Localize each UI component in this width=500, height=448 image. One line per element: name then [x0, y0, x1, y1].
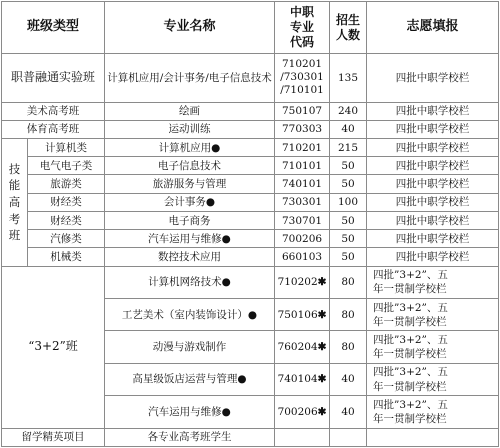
- cell-quota: 50: [330, 157, 367, 175]
- cell-code: 660103: [275, 248, 330, 266]
- cell-code: 700206✱: [275, 396, 330, 428]
- cell-major: 旅游服务与管理: [105, 175, 275, 193]
- cell-fill: 四批中职学校栏: [367, 175, 499, 193]
- cell-fill: 四批”3+2”、五 年一贯制学校栏: [367, 298, 499, 330]
- table-row: [2, 248, 499, 266]
- cell-major: 运动训练: [105, 120, 275, 138]
- table-row: [2, 193, 499, 211]
- header-quota: 招生 人数: [330, 2, 367, 54]
- table-row-footer: [2, 428, 499, 446]
- cell-major: 绘画: [105, 102, 275, 120]
- cell-quota: 240: [330, 102, 367, 120]
- cell-quota: 215: [330, 139, 367, 157]
- cell-fill: 四批”3+2”、五 年一贯制学校栏: [367, 363, 499, 395]
- cell-fill: 四批”3+2”、五 年一贯制学校栏: [367, 266, 499, 298]
- cell-code: 760204✱: [275, 331, 330, 363]
- cell-class-type: 留学精英项目: [2, 428, 105, 446]
- cell-quota: 50: [330, 248, 367, 266]
- cell-fill: 四批”3+2”、五 年一贯制学校栏: [367, 396, 499, 428]
- cell-major: 计算机应用●: [105, 139, 275, 157]
- cell-subcategory: 电气电子类: [28, 157, 105, 175]
- cell-subcategory: 汽修类: [28, 230, 105, 248]
- cell-subcategory: 财经类: [28, 211, 105, 229]
- cell-subcategory: 计算机类: [28, 139, 105, 157]
- table-row: [2, 230, 499, 248]
- cell-subcategory: 旅游类: [28, 175, 105, 193]
- cell-major: 会计事务●: [105, 193, 275, 211]
- skill-group-label: 技 能 高 考 班: [2, 139, 28, 267]
- cell-code: 700206: [275, 230, 330, 248]
- cell-major: 工艺美术（室内装饰设计）●: [105, 298, 275, 330]
- cell-quota: 80: [330, 331, 367, 363]
- cell-major: 各专业高考班学生: [105, 428, 275, 446]
- cell-quota: 135: [330, 54, 367, 103]
- cell-code: [275, 428, 330, 446]
- cell-fill: 四批中职学校栏: [367, 230, 499, 248]
- program-32-label: “3+2”班: [2, 266, 105, 428]
- cell-major: 计算机应用/会计事务/电子信息技术: [105, 54, 275, 103]
- cell-quota: [330, 428, 367, 446]
- cell-fill: 四批中职学校栏: [367, 193, 499, 211]
- cell-subcategory: 财经类: [28, 193, 105, 211]
- cell-quota: 50: [330, 230, 367, 248]
- cell-fill: 四批中职学校栏: [367, 139, 499, 157]
- table-row: [2, 211, 499, 229]
- header-fill: 志愿填报: [367, 2, 499, 54]
- cell-class-type: 体育高考班: [2, 120, 105, 138]
- cell-code: 730701: [275, 211, 330, 229]
- cell-class-type: 职普融通实验班: [2, 54, 105, 103]
- cell-code: 710201: [275, 139, 330, 157]
- cell-code: 750106✱: [275, 298, 330, 330]
- cell-major: 高星级饭店运营与管理●: [105, 363, 275, 395]
- cell-class-type: 美术高考班: [2, 102, 105, 120]
- cell-code: 740104✱: [275, 363, 330, 395]
- cell-code: 730301: [275, 193, 330, 211]
- cell-quota: 40: [330, 396, 367, 428]
- table-row: [2, 266, 499, 298]
- cell-quota: 40: [330, 363, 367, 395]
- cell-major: 电子商务: [105, 211, 275, 229]
- table-row: [2, 175, 499, 193]
- cell-fill: 四批中职学校栏: [367, 157, 499, 175]
- cell-major: 电子信息技术: [105, 157, 275, 175]
- cell-quota: 40: [330, 120, 367, 138]
- cell-code: 710201 /730301 /710101: [275, 54, 330, 103]
- cell-fill: 四批中职学校栏: [367, 211, 499, 229]
- cell-major: 数控技术应用: [105, 248, 275, 266]
- enrollment-plan-table: [1, 1, 499, 447]
- cell-code: 740101: [275, 175, 330, 193]
- cell-fill: 四批”3+2”、五 年一贯制学校栏: [367, 331, 499, 363]
- cell-fill: 四批中职学校栏: [367, 120, 499, 138]
- header-code: 中职 专业 代码: [275, 2, 330, 54]
- cell-fill: 四批中职学校栏: [367, 102, 499, 120]
- cell-quota: 100: [330, 193, 367, 211]
- cell-major: 汽车运用与维修●: [105, 230, 275, 248]
- cell-code: 770303: [275, 120, 330, 138]
- table-row: [2, 157, 499, 175]
- cell-fill: [367, 428, 499, 446]
- header-row: [2, 2, 499, 54]
- cell-fill: 四批中职学校栏: [367, 248, 499, 266]
- cell-quota: 80: [330, 266, 367, 298]
- cell-quota: 50: [330, 175, 367, 193]
- header-major-name: 专业名称: [105, 2, 275, 54]
- table-row: [2, 139, 499, 157]
- header-class-type: 班级类型: [2, 2, 105, 54]
- cell-fill: 四批中职学校栏: [367, 54, 499, 103]
- cell-major: 动漫与游戏制作: [105, 331, 275, 363]
- table-row: [2, 120, 499, 138]
- cell-quota: 50: [330, 211, 367, 229]
- cell-major: 汽车运用与维修●: [105, 396, 275, 428]
- cell-subcategory: 机械类: [28, 248, 105, 266]
- table-row: [2, 54, 499, 103]
- cell-code: 710202✱: [275, 266, 330, 298]
- table-row: [2, 102, 499, 120]
- cell-code: 710101: [275, 157, 330, 175]
- cell-code: 750107: [275, 102, 330, 120]
- cell-quota: 80: [330, 298, 367, 330]
- cell-major: 计算机网络技术●: [105, 266, 275, 298]
